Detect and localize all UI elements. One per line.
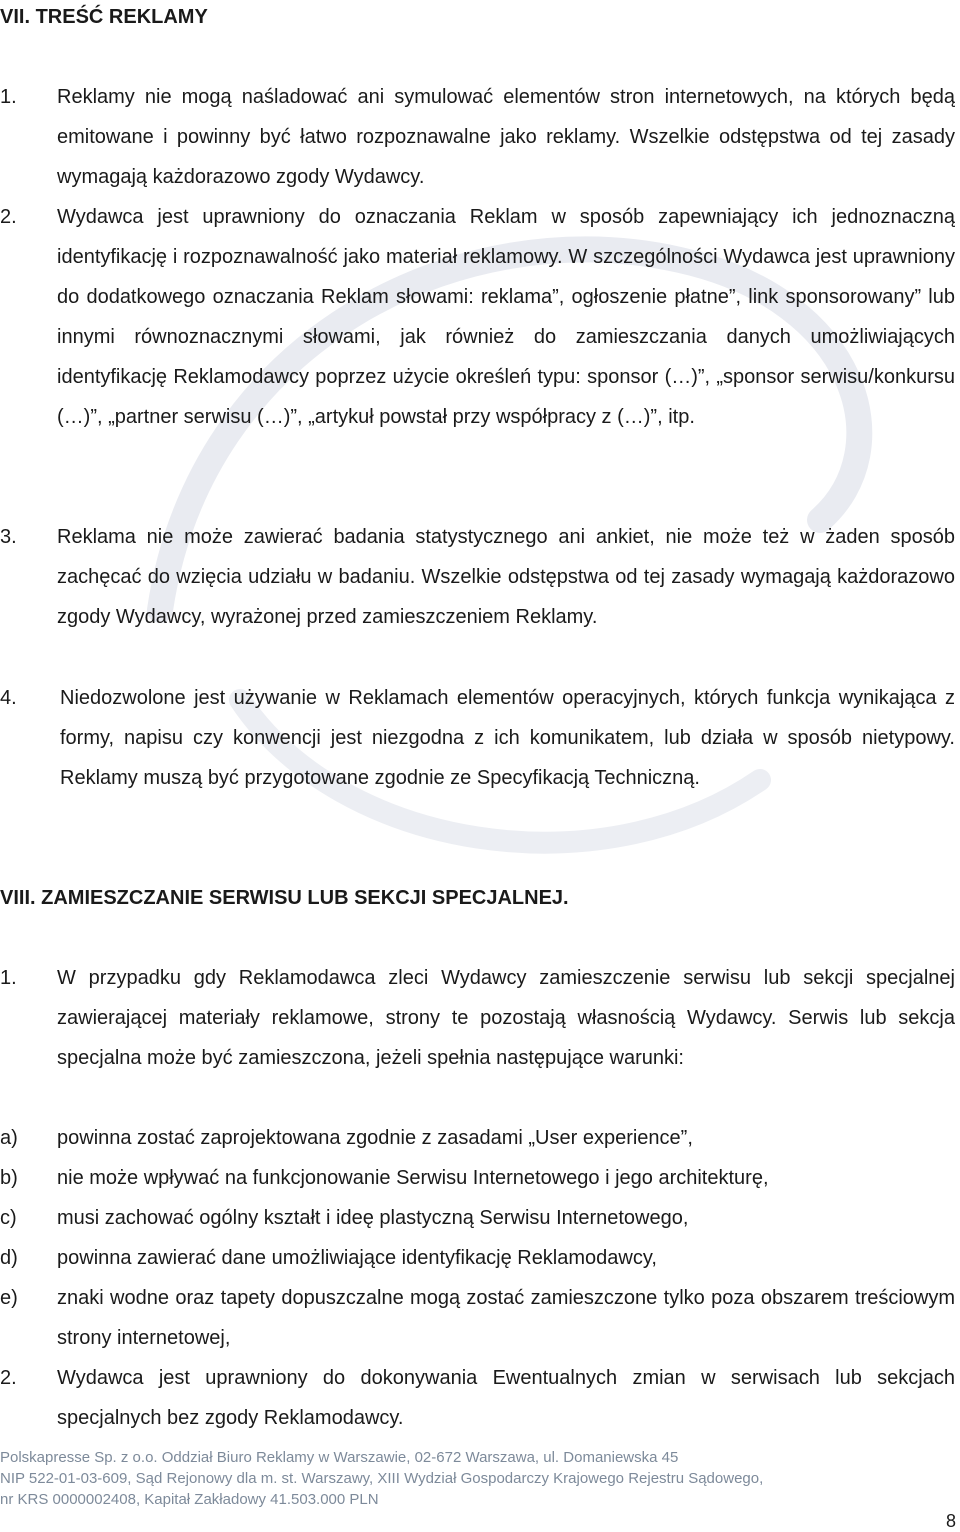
section-7-heading: VII. TREŚĆ REKLAMY xyxy=(0,6,208,28)
page-footer xyxy=(0,1447,763,1510)
section-8-item-1-number: 1. xyxy=(0,967,17,989)
section-7-item-4-number: 4. xyxy=(0,687,17,709)
section-7-item-2-number: 2. xyxy=(0,206,17,228)
section-8-item-2-number: 2. xyxy=(0,1367,17,1389)
page-number: 8 xyxy=(945,1511,956,1531)
section-8-heading: VIII. ZAMIESZCZANIE SERWISU LUB SEKCJI SPECJALNEJ. xyxy=(0,887,569,909)
section-7-item-3-number: 3. xyxy=(0,526,17,548)
condition-a-text: powinna zostać zaprojektowana zgodnie z zasadami „User experience”, xyxy=(57,1127,693,1149)
section-7-item-2-text: Wydawca jest uprawniony do oznaczania Reklam w sposób zapewniający ich jednoznaczną identyfikację i rozpoznawalność jako materiał reklamowy. W szczególności Wydawca jest uprawniony do dodatkowego oznaczania Reklam słowami: reklama”, ogłoszenie płatne”, link sponsorowany” lub innymi równoznacznymi słowami, jak również do zamieszczania danych umożliwiających identyfikację Reklamodawcy poprzez użycie określeń typu: sponsor (…)”, „sponsor serwisu/konkursu (…)”, „partner serwisu (…)”, „artykuł powstał przy współpracy z (…)”, itp. xyxy=(57,206,955,428)
condition-d-text: powinna zawierać dane umożliwiające identyfikację Reklamodawcy, xyxy=(57,1247,657,1269)
condition-c-label: c) xyxy=(0,1207,17,1229)
section-8-item-2-text: Wydawca jest uprawniony do dokonywania Ewentualnych zmian w serwisach lub sekcjach specjalnych bez zgody Reklamodawcy. xyxy=(57,1367,955,1429)
condition-a-label: a) xyxy=(0,1127,18,1149)
condition-d-label: d) xyxy=(0,1247,18,1269)
condition-e-text: znaki wodne oraz tapety dopuszczalne mogą zostać zamieszczone tylko poza obszarem treściowym strony internetowej, xyxy=(57,1287,955,1349)
condition-b-label: b) xyxy=(0,1167,18,1189)
section-7-item-1-text: Reklamy nie mogą naśladować ani symulować elementów stron internetowych, na których będą emitowane i powinny być łatwo rozpoznawalne jako reklamy. Wszelkie odstępstwa od tej zasady wymagają każdorazowo zgody Wydawcy. xyxy=(57,86,955,188)
condition-c-text: musi zachować ogólny kształt i ideę plastyczną Serwisu Internetowego, xyxy=(57,1207,689,1229)
condition-e-label: e) xyxy=(0,1287,18,1309)
footer-registration: NIP 522-01-03-609, Sąd Rejonowy dla m. st. Warszawy, XIII Wydział Gospodarczy Krajowego Rejestru Sądowego, xyxy=(0,1470,764,1487)
condition-b-text: nie może wpływać na funkcjonowanie Serwisu Internetowego i jego architekturę, xyxy=(57,1167,769,1189)
section-7-item-4-text: Niedozwolone jest używanie w Reklamach elementów operacyjnych, których funkcja wynikająca z formy, napisu czy konwencji jest niezgodna z ich komunikatem, lub działa w sposób nietypowy. Reklamy muszą być przygotowane zgodnie ze Specyfikacją Techniczną. xyxy=(60,687,955,789)
section-8-item-1-text: W przypadku gdy Reklamodawca zleci Wydawcy zamieszczenie serwisu lub sekcji specjalnej zawierającej materiały reklamowe, strony te pozostają własnością Wydawcy. Serwis lub sekcja specjalna może być zamieszczona, jeżeli spełnia następujące warunki: xyxy=(57,967,955,1069)
footer-krs-capital: nr KRS 0000002408, Kapitał Zakładowy 41.503.000 PLN xyxy=(0,1491,379,1508)
section-7-item-1-number: 1. xyxy=(0,86,17,108)
footer-company-address: Polskapresse Sp. z o.o. Oddział Biuro Reklamy w Warszawie, 02-672 Warszawa, ul. Domaniewska 45 xyxy=(0,1449,679,1466)
section-7-item-3-text: Reklama nie może zawierać badania statystycznego ani ankiet, nie może też w żaden sposób zachęcać do wzięcia udziału w badaniu. Wszelkie odstępstwa od tej zasady wymagają każdorazowo zgody Wydawcy, wyrażonej przed zamieszczeniem Reklamy. xyxy=(57,526,955,628)
